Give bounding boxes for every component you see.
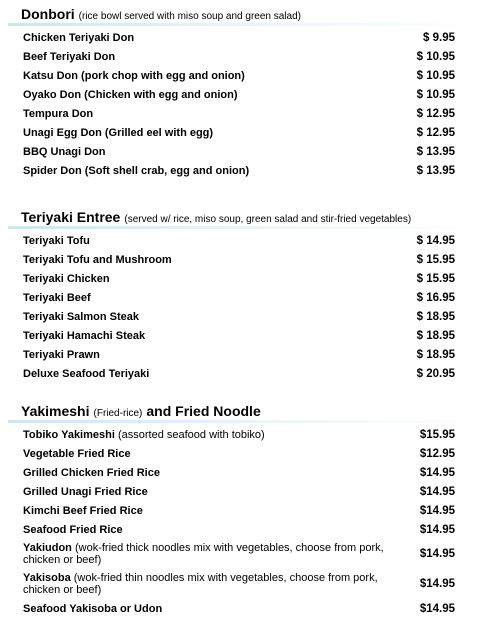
item-price: $ 10.95 bbox=[416, 50, 455, 63]
section-title: Donbori bbox=[21, 6, 75, 22]
item-name-wrap bbox=[23, 542, 403, 566]
item-name: Oyako Don (Chicken with egg and onion) bbox=[23, 88, 238, 101]
item-name: Tobiko Yakimeshi bbox=[23, 428, 115, 441]
menu-item bbox=[0, 463, 478, 482]
menu-item bbox=[0, 345, 478, 364]
item-list bbox=[0, 425, 478, 618]
item-name: Yakiudon bbox=[23, 542, 72, 554]
menu-item bbox=[0, 425, 478, 444]
item-name: Teriyaki Tofu bbox=[23, 234, 90, 247]
item-list bbox=[0, 231, 478, 383]
menu-item bbox=[0, 142, 478, 161]
item-description: (wok-fried thin noodles mix with vegetables, choose from pork, chicken or beef) bbox=[23, 572, 378, 596]
item-price: $ 10.95 bbox=[416, 69, 455, 82]
item-price: $ 10.95 bbox=[416, 88, 455, 101]
item-price: $ 14.95 bbox=[416, 234, 455, 247]
menu-item bbox=[0, 539, 478, 569]
menu-item bbox=[0, 364, 478, 383]
item-name: Tempura Don bbox=[23, 107, 94, 120]
item-name: Unagi Egg Don (Grilled eel with egg) bbox=[23, 126, 214, 139]
menu-item bbox=[0, 231, 478, 250]
item-price: $ 12.95 bbox=[416, 107, 455, 120]
section-header bbox=[0, 203, 478, 229]
item-name: Yakisoba bbox=[23, 572, 71, 584]
item-name: Katsu Don (pork chop with egg and onion) bbox=[23, 69, 245, 82]
menu-item bbox=[0, 47, 478, 66]
menu-item bbox=[0, 123, 478, 142]
menu-item bbox=[0, 269, 478, 288]
header-accent-bar bbox=[8, 23, 478, 26]
item-price: $14.95 bbox=[419, 466, 455, 479]
item-name: Seafood Fried Rice bbox=[23, 523, 123, 536]
item-price: $15.95 bbox=[419, 428, 455, 441]
menu-item bbox=[0, 250, 478, 269]
item-price: $ 15.95 bbox=[416, 253, 455, 266]
item-price: $ 16.95 bbox=[416, 291, 455, 304]
item-price: $ 18.95 bbox=[416, 310, 455, 323]
item-name: Seafood Yakisoba or Udon bbox=[23, 602, 163, 615]
item-name: BBQ Unagi Don bbox=[23, 145, 106, 158]
item-price: $14.95 bbox=[419, 523, 455, 536]
section-title: Yakimeshi bbox=[21, 403, 90, 419]
section-yakimeshi-fried-noodle bbox=[0, 397, 478, 618]
item-name: Chicken Teriyaki Don bbox=[23, 31, 135, 44]
item-name: Teriyaki Salmon Steak bbox=[23, 310, 139, 323]
section-note: (served w/ rice, miso soup, green salad and stir-fried vegetables) bbox=[124, 214, 412, 225]
section-note: (Fried-rice) bbox=[93, 408, 143, 419]
item-price: $ 12.95 bbox=[416, 126, 455, 139]
menu-item bbox=[0, 85, 478, 104]
item-price: $ 18.95 bbox=[416, 348, 455, 361]
item-description: (assorted seafood with tobiko) bbox=[117, 428, 265, 441]
section-header bbox=[0, 0, 478, 26]
menu-item bbox=[0, 520, 478, 539]
item-name: Grilled Unagi Fried Rice bbox=[23, 485, 148, 498]
item-price: $ 13.95 bbox=[416, 164, 455, 177]
section-title: Teriyaki Entree bbox=[21, 209, 121, 225]
item-price: $14.95 bbox=[419, 578, 455, 590]
header-accent-bar bbox=[8, 420, 478, 423]
menu-item bbox=[0, 444, 478, 463]
item-price: $ 15.95 bbox=[416, 272, 455, 285]
item-name: Beef Teriyaki Don bbox=[23, 50, 116, 63]
section-title-suffix: and Fried Noodle bbox=[146, 403, 261, 419]
menu-item bbox=[0, 104, 478, 123]
item-name: Spider Don (Soft shell crab, egg and onion) bbox=[23, 164, 250, 177]
item-description: (wok-fried thick noodles mix with vegetables, choose from pork, chicken or beef) bbox=[23, 542, 384, 566]
section-note: (rice bowl served with miso soup and green salad) bbox=[78, 11, 301, 22]
item-name-wrap bbox=[23, 429, 265, 441]
menu-item bbox=[0, 66, 478, 85]
section-header bbox=[0, 397, 478, 423]
menu-item bbox=[0, 599, 478, 618]
menu-item bbox=[0, 482, 478, 501]
item-price: $ 18.95 bbox=[416, 329, 455, 342]
item-price: $14.95 bbox=[419, 548, 455, 560]
item-price: $14.95 bbox=[419, 602, 455, 615]
menu-item bbox=[0, 288, 478, 307]
item-price: $14.95 bbox=[419, 485, 455, 498]
item-name: Vegetable Fried Rice bbox=[23, 447, 131, 460]
item-list bbox=[0, 28, 478, 180]
menu-item bbox=[0, 307, 478, 326]
item-price: $ 13.95 bbox=[416, 145, 455, 158]
menu-item bbox=[0, 326, 478, 345]
menu-item bbox=[0, 569, 478, 599]
item-name: Teriyaki Prawn bbox=[23, 348, 100, 361]
item-price: $12.95 bbox=[419, 447, 455, 460]
item-name: Teriyaki Hamachi Steak bbox=[23, 329, 146, 342]
item-name-wrap bbox=[23, 572, 403, 596]
section-donbori bbox=[0, 0, 478, 180]
item-name: Teriyaki Tofu and Mushroom bbox=[23, 253, 172, 266]
header-accent-bar bbox=[8, 226, 478, 229]
menu-item bbox=[0, 28, 478, 47]
item-price: $14.95 bbox=[419, 504, 455, 517]
item-name: Kimchi Beef Fried Rice bbox=[23, 504, 143, 517]
item-name: Deluxe Seafood Teriyaki bbox=[23, 367, 150, 380]
menu-item bbox=[0, 161, 478, 180]
item-name: Teriyaki Beef bbox=[23, 291, 91, 304]
menu-item bbox=[0, 501, 478, 520]
item-price: $ 9.95 bbox=[423, 31, 455, 44]
section-teriyaki-entree bbox=[0, 203, 478, 383]
item-name: Grilled Chicken Fried Rice bbox=[23, 466, 160, 479]
item-price: $ 20.95 bbox=[416, 367, 455, 380]
item-name: Teriyaki Chicken bbox=[23, 272, 110, 285]
